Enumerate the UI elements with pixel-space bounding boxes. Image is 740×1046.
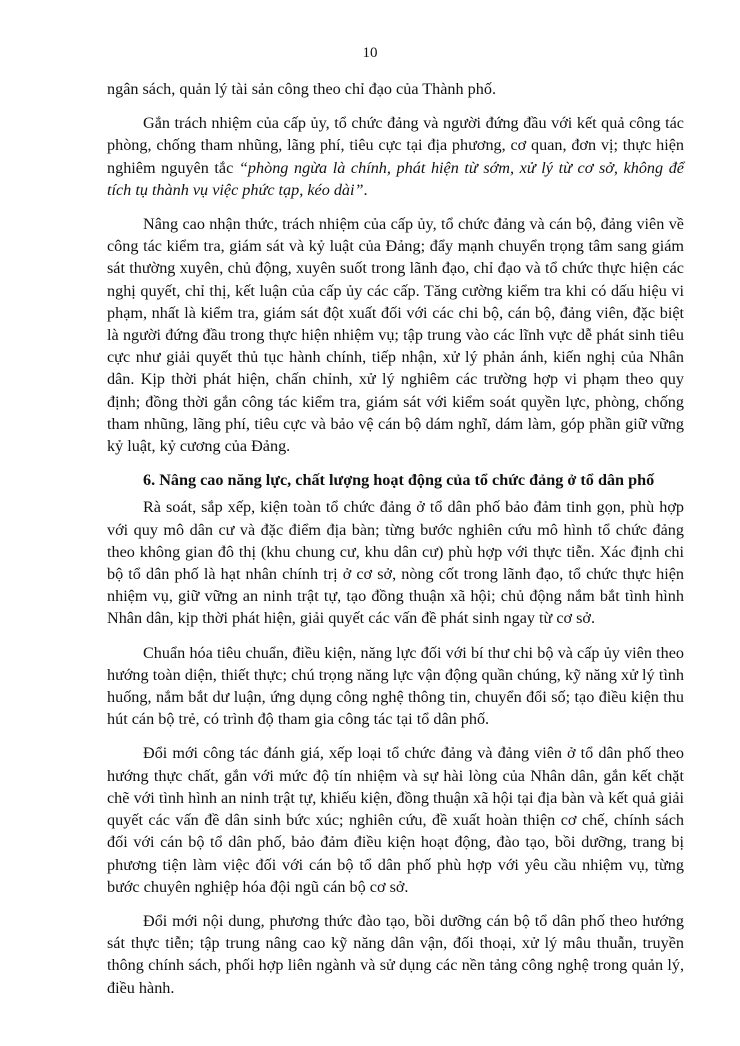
paragraph-standardize: Chuẩn hóa tiêu chuẩn, điều kiện, năng lực đối với bí thư chi bộ và cấp ủy viên theo hướng toàn diện, thiết thực; chú trọng năng lực vận động quần chúng, kỹ năng xử lý tình huống, nắm bắt dư luận, ứng dụng công nghệ thông tin, chuyển đổi số; tạo điều kiện thu hút cán bộ trẻ, có trình độ tham gia công tác tại tổ dân phố.: [107, 643, 684, 729]
principle-quote: “phòng ngừa là chính, phát hiện từ sớm, xử lý từ cơ sở, không để tích tụ thành vụ việc phức tạp, kéo dài”: [107, 158, 684, 199]
paragraph-review: Rà soát, sắp xếp, kiện toàn tổ chức đảng ở tổ dân phố bảo đảm tinh gọn, phù hợp với quy mô dân cư và đặc điểm địa bàn; từng bước nghiên cứu mô hình tổ chức đảng theo không gian đô thị (khu chung cư, khu dân cư) phù hợp với thực tiễn. Xác định chi bộ tổ dân phố là hạt nhân chính trị ở cơ sở, nòng cốt trong lãnh đạo, tổ chức thực hiện nhiệm vụ, giữ vững an ninh trật tự, tạo đồng thuận xã hội; chủ động nắm bắt tình hình Nhân dân, kịp thời phát hiện, giải quyết các vấn đề phát sinh ngay từ cơ sở.: [107, 498, 684, 628]
page-number: 10: [362, 45, 378, 61]
paragraph-end: .: [363, 180, 368, 199]
section-heading-6: 6. Nâng cao năng lực, chất lượng hoạt động của tổ chức đảng ở tổ dân phố: [143, 471, 655, 490]
paragraph-evaluation: Đổi mới công tác đánh giá, xếp loại tổ chức đảng và đảng viên ở tổ dân phố theo hướng thực chất, gắn với mức độ tín nhiệm và sự hài lòng của Nhân dân, gắn kết chặt chẽ với tình hình an ninh trật tự, khiếu kiện, đồng thuận xã hội tại địa bàn và kết quả giải quyết các vấn đề dân sinh bức xúc; nghiên cứu, đề xuất hoàn thiện cơ chế, chính sách đối với cán bộ tổ dân phố, bảo đảm điều kiện hoạt động, đào tạo, bồi dưỡng, trang bị phương tiện làm việc đối với cán bộ tổ dân phố phù hợp với yêu cầu nhiệm vụ, từng bước chuyên nghiệp hóa đội ngũ cán bộ cơ sở.: [107, 744, 684, 896]
document-body: [107, 78, 684, 1011]
paragraph-responsibility: [107, 112, 684, 201]
paragraph-text: Gắn trách nhiệm của cấp ủy, tổ chức đảng và người đứng đầu với kết quả công tác phòng, chống tham nhũng, lãng phí, tiêu cực tại địa phương, cơ quan, đơn vị; thực hiện nghiêm nguyên tắc: [107, 114, 684, 177]
paragraph-inspection: Nâng cao nhận thức, trách nhiệm của cấp ủy, tổ chức đảng và cán bộ, đảng viên về công tác kiểm tra, giám sát và kỷ luật của Đảng; đẩy mạnh chuyển trọng tâm sang giám sát thường xuyên, chủ động, xuyên suốt trong lãnh đạo, chỉ đạo và tổ chức thực hiện các nghị quyết, chỉ thị, kết luận của cấp ủy các cấp. Tăng cường kiểm tra khi có dấu hiệu vi phạm, nhất là kiểm tra, giám sát đột xuất đối với các chi bộ, cán bộ, đảng viên, đặc biệt là người đứng đầu trong thực hiện nhiệm vụ; tập trung vào các lĩnh vực dễ phát sinh tiêu cực như giải quyết thủ tục hành chính, tiếp nhận, xử lý phản ánh, kiến nghị của Nhân dân. Kịp thời phát hiện, chấn chỉnh, xử lý nghiêm các trường hợp vi phạm theo quy định; đồng thời gắn công tác kiểm tra, giám sát với kiểm soát quyền lực, phòng, chống tham nhũng, lãng phí, tiêu cực và bảo vệ cán bộ dám nghĩ, dám làm, góp phần giữ vững kỷ luật, kỷ cương của Đảng.: [107, 215, 684, 456]
paragraph-continuation: ngân sách, quản lý tài sản công theo chỉ đạo của Thành phố.: [107, 80, 496, 98]
paragraph-training: Đổi mới nội dung, phương thức đào tạo, bồi dưỡng cán bộ tổ dân phố theo hướng sát thực tiễn; tập trung nâng cao kỹ năng dân vận, đối thoại, xử lý mâu thuẫn, truyền thông chính sách, phối hợp liên ngành và sử dụng các nền tảng công nghệ trong quản lý, điều hành.: [107, 911, 684, 997]
